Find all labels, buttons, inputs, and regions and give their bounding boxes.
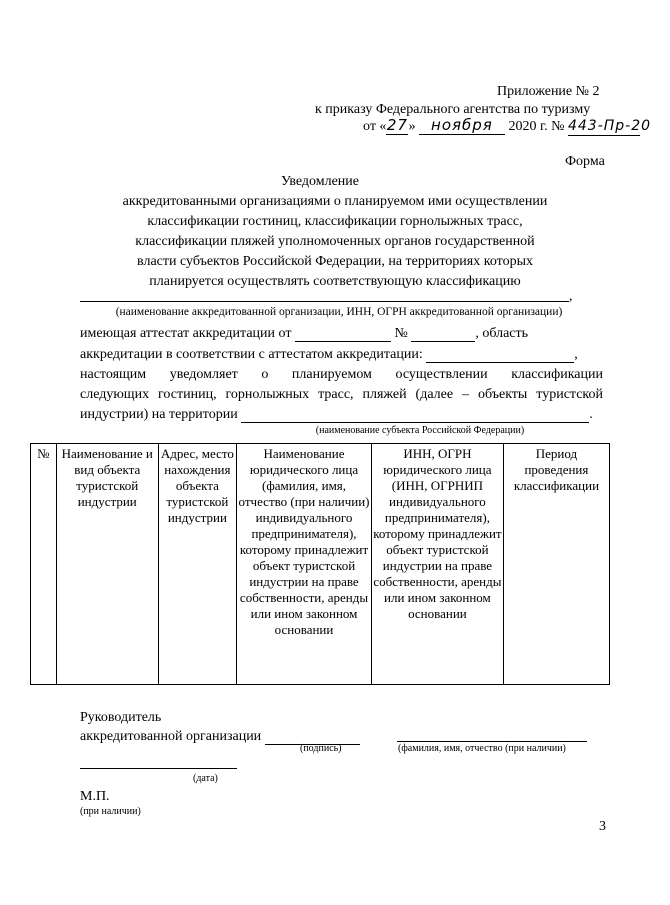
territory-field <box>241 408 589 423</box>
title-line-4: власти субъектов Российской Федерации, на территориях которых <box>137 254 533 269</box>
title-line-3: классификации пляжей уполномоченных органов государственной <box>135 234 535 249</box>
territory-period: . <box>589 407 593 422</box>
date-year: 2020 г. № <box>508 119 565 134</box>
date-day: 27 <box>386 116 408 134</box>
title-line-1: аккредитованными организациями о планируемом ими осуществлении <box>122 194 548 209</box>
signature-caption: (подпись) <box>300 743 342 754</box>
scope-label: , область <box>475 326 529 341</box>
document-title: Уведомление <box>280 174 359 189</box>
order-date-line <box>363 116 652 136</box>
col-address: Адрес, место нахождения объекта туристской индустрии <box>158 444 236 685</box>
notice-line-1: настоящим уведомляет о планируемом осуществлении классификации <box>80 367 603 382</box>
title-line-5: планируется осуществлять соответствующую классификацию <box>149 274 521 289</box>
date-mid: » <box>408 119 416 134</box>
full-name-caption: (фамилия, имя, отчество (при наличии) <box>398 743 566 754</box>
date-prefix: от « <box>363 119 387 134</box>
col-owner-name: Наименование юридического лица (фамилия, имя, отчество (при наличии) индивидуального предпринимателя), которому принадлежит объект туристской индустрии на праве собственности, аренды или ином законном основании <box>237 444 372 685</box>
org-name-line <box>80 301 569 302</box>
accreditation-label: имеющая аттестат аккредитации от <box>80 326 292 341</box>
accreditation-date-field <box>295 327 391 342</box>
signatory-title: Руководитель <box>80 710 162 725</box>
date-field <box>80 768 237 769</box>
notice-line-2: следующих гостиниц, горнолыжных трасс, пляжей (далее – объекты туристской <box>80 387 603 402</box>
order-number: 443-Пр-20 <box>567 118 652 134</box>
date-caption: (дата) <box>193 773 218 784</box>
signatory-org: аккредитованной организации <box>80 729 262 744</box>
stamp-label: М.П. <box>80 789 110 804</box>
org-comma: , <box>569 289 573 304</box>
accreditation-number-field <box>411 327 475 342</box>
table-header-row <box>31 444 610 685</box>
region-caption: (наименование субъекта Российской Федерации) <box>315 425 525 436</box>
col-object-name: Наименование и вид объекта туристской индустрии <box>56 444 158 685</box>
accreditation-line <box>80 325 528 342</box>
scope-line <box>80 346 578 363</box>
order-reference: к приказу Федерального агентства по туризму <box>315 102 591 117</box>
stamp-note: (при наличии) <box>80 806 141 817</box>
territory-label: индустрии) на территории <box>80 407 238 422</box>
appendix-label: Приложение № 2 <box>497 84 600 99</box>
org-caption: (наименование аккредитованной организации, ИНН, ОГРН аккредитованной организации) <box>115 306 563 318</box>
title-line-2: классификации гостиниц, классификации горнолыжных трасс, <box>147 214 523 229</box>
number-sign: № <box>394 326 408 341</box>
col-period: Период проведения классификации <box>503 444 609 685</box>
objects-table <box>30 443 610 685</box>
form-label: Форма <box>565 154 605 169</box>
page-number: 3 <box>599 819 606 834</box>
scope-comma: , <box>574 347 578 362</box>
full-name-field <box>397 741 587 742</box>
col-owner-inn: ИНН, ОГРН юридического лица (ИНН, ОГРНИП индивидуального предпринимателя), которому принадлежит объект туристской индустрии на праве собственности, аренды или ином законном основании <box>371 444 503 685</box>
date-month: ноября <box>419 117 505 135</box>
scope-text: аккредитации в соответствии с аттестатом аккредитации: <box>80 347 423 362</box>
scope-field <box>426 348 574 363</box>
col-number: № <box>31 444 57 685</box>
territory-line <box>80 406 593 423</box>
